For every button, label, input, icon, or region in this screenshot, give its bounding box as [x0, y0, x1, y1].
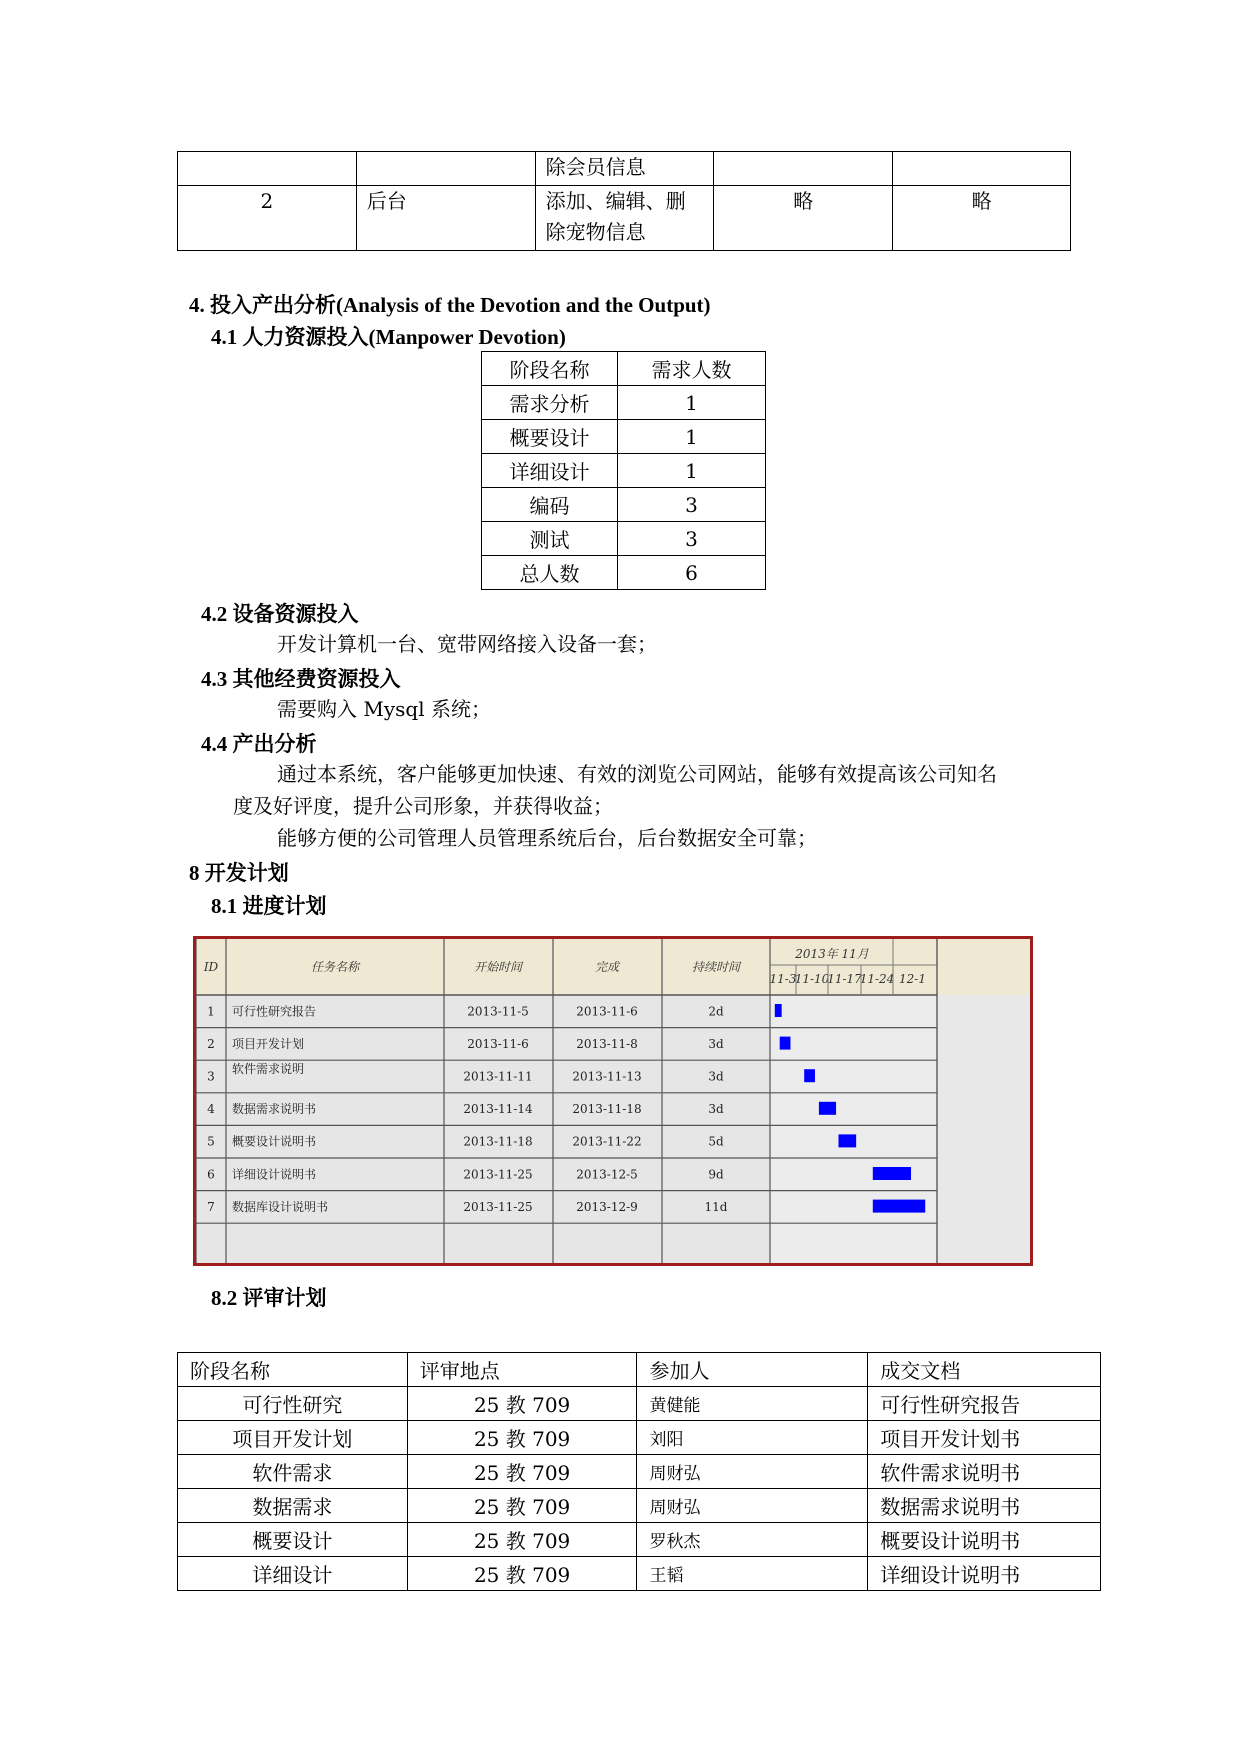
- gantt-task-name: 详细设计说明书: [232, 1167, 317, 1182]
- subsection-heading: 4.1 人力资源投入(Manpower Devotion): [211, 325, 566, 349]
- gantt-task-id: 7: [207, 1199, 215, 1214]
- table-cell: 概要设计: [178, 1523, 408, 1557]
- section-heading: 4. 投入产出分析(Analysis of the Devotion and the Output): [189, 293, 711, 317]
- table-row: [482, 556, 766, 590]
- gantt-bar: [873, 1167, 911, 1180]
- gantt-task-start: 2013-11-25: [463, 1167, 533, 1182]
- gantt-task-id: 6: [207, 1167, 215, 1182]
- table-row: [178, 1455, 1101, 1489]
- gantt-bar: [804, 1069, 815, 1082]
- subsection-heading: 8.1 进度计划: [211, 894, 327, 918]
- table-cell: 1: [618, 454, 766, 488]
- gantt-task-id: 4: [207, 1102, 215, 1117]
- gantt-header-name: 任务名称: [310, 960, 360, 974]
- column-header: 需求人数: [618, 352, 766, 386]
- table-cell: 25 教 709: [407, 1557, 637, 1591]
- gantt-task-name: 可行性研究报告: [232, 1004, 317, 1019]
- table-cell: 概要设计说明书: [868, 1523, 1101, 1557]
- table-cell: 总人数: [482, 556, 618, 590]
- table-cell: 概要设计: [482, 420, 618, 454]
- gantt-task-duration: 3d: [708, 1102, 724, 1117]
- table-cell: 3: [618, 522, 766, 556]
- gantt-task-duration: 9d: [708, 1167, 724, 1182]
- gantt-bar: [775, 1004, 782, 1017]
- gantt-canvas: [196, 939, 1030, 1263]
- table-row: [482, 522, 766, 556]
- manpower-table: [481, 351, 766, 590]
- table-cell: [535, 186, 714, 251]
- table-header-row: [482, 352, 766, 386]
- cell-line: 除宠物信息: [545, 220, 646, 244]
- table-cell: 周财弘: [637, 1489, 868, 1523]
- table-row: [178, 186, 1071, 251]
- table-cell: 略: [893, 186, 1071, 251]
- table-cell: 可行性研究报告: [868, 1387, 1101, 1421]
- gantt-task-end: 2013-12-9: [576, 1199, 638, 1214]
- table-cell: 6: [618, 556, 766, 590]
- table-row: [178, 1523, 1101, 1557]
- table-row: [482, 454, 766, 488]
- table-cell: 3: [618, 488, 766, 522]
- table-cell: 1: [618, 420, 766, 454]
- gantt-header-start: 开始时间: [473, 960, 523, 974]
- gantt-week-label: 11-17: [827, 972, 862, 986]
- subsection-heading: 4.2 设备资源投入: [201, 602, 359, 626]
- table-row: [178, 1387, 1101, 1421]
- gantt-header-end: 完成: [594, 960, 620, 974]
- table-row: [178, 1489, 1101, 1523]
- table-cell: 详细设计: [178, 1557, 408, 1591]
- table-cell: 测试: [482, 522, 618, 556]
- gantt-task-start: 2013-11-11: [463, 1069, 533, 1084]
- gantt-bar: [819, 1102, 836, 1115]
- gantt-task-id: 3: [207, 1069, 215, 1084]
- table-cell: 项目开发计划: [178, 1421, 408, 1455]
- gantt-task-name: 数据库设计说明书: [232, 1199, 329, 1214]
- table-cell: 详细设计: [482, 454, 618, 488]
- column-header: 成交文档: [868, 1353, 1101, 1387]
- table-cell: 需求分析: [482, 386, 618, 420]
- gantt-header-month: 2013年 11月: [795, 947, 869, 961]
- table-row: [482, 420, 766, 454]
- table-row: [482, 386, 766, 420]
- gantt-task-end: 2013-12-5: [576, 1167, 638, 1182]
- gantt-header-id: ID: [203, 960, 219, 974]
- gantt-week-label: 11-10: [794, 972, 830, 986]
- table-cell: 罗秋杰: [637, 1523, 868, 1557]
- column-header: 阶段名称: [178, 1353, 408, 1387]
- gantt-task-name: 概要设计说明书: [232, 1134, 317, 1149]
- gantt-bar: [839, 1134, 857, 1147]
- column-header: 阶段名称: [482, 352, 618, 386]
- table-header-row: [178, 1353, 1101, 1387]
- gantt-bar: [873, 1200, 925, 1213]
- gantt-task-name: 数据需求说明书: [232, 1102, 317, 1117]
- table-cell: 软件需求说明书: [868, 1455, 1101, 1489]
- table-cell: 除会员信息: [535, 152, 714, 186]
- paragraph: 需要购入 Mysql 系统；: [277, 697, 491, 721]
- table-row: [178, 1421, 1101, 1455]
- gantt-week-label: 11-3: [769, 972, 797, 986]
- gantt-task-end: 2013-11-18: [572, 1102, 642, 1117]
- column-header: 参加人: [637, 1353, 868, 1387]
- function-table: [177, 151, 1071, 251]
- table-cell: 可行性研究: [178, 1387, 408, 1421]
- gantt-task-start: 2013-11-25: [463, 1199, 533, 1214]
- table-cell: 25 教 709: [407, 1523, 637, 1557]
- gantt-task-id: 2: [207, 1036, 215, 1051]
- table-cell: 2: [178, 186, 357, 251]
- gantt-bar: [780, 1037, 791, 1050]
- table-cell: 编码: [482, 488, 618, 522]
- table-cell: 刘阳: [637, 1421, 868, 1455]
- gantt-task-end: 2013-11-13: [572, 1069, 642, 1084]
- section-heading: 8 开发计划: [189, 861, 289, 885]
- paragraph: 能够方便的公司管理人员管理系统后台，后台数据安全可靠；: [277, 826, 817, 850]
- gantt-task-duration: 11d: [704, 1199, 728, 1214]
- table-cell: 后台: [356, 186, 535, 251]
- table-cell: 软件需求: [178, 1455, 408, 1489]
- gantt-week-label: 11-24: [859, 972, 895, 986]
- table-cell: 王韬: [637, 1557, 868, 1591]
- gantt-task-start: 2013-11-18: [463, 1134, 533, 1149]
- table-cell: 25 教 709: [407, 1421, 637, 1455]
- gantt-task-end: 2013-11-22: [572, 1134, 642, 1149]
- cell-line: 添加、编辑、删: [545, 189, 686, 213]
- review-table: [177, 1352, 1101, 1591]
- table-cell: 数据需求: [178, 1489, 408, 1523]
- gantt-task-start: 2013-11-6: [467, 1036, 529, 1051]
- gantt-task-start: 2013-11-5: [467, 1004, 529, 1019]
- gantt-task-duration: 3d: [708, 1069, 724, 1084]
- gantt-task-name: 项目开发计划: [232, 1036, 305, 1051]
- table-cell: 周财弘: [637, 1455, 868, 1489]
- gantt-task-end: 2013-11-8: [576, 1036, 638, 1051]
- paragraph: 开发计算机一台、宽带网络接入设备一套；: [277, 632, 657, 656]
- gantt-task-duration: 5d: [708, 1134, 724, 1149]
- subsection-heading: 4.4 产出分析: [201, 732, 317, 756]
- table-row: [178, 1557, 1101, 1591]
- gantt-task-duration: 3d: [708, 1036, 724, 1051]
- gantt-task-name: 软件需求说明: [232, 1062, 305, 1077]
- table-cell: 数据需求说明书: [868, 1489, 1101, 1523]
- gantt-task-id: 5: [207, 1134, 215, 1149]
- table-row: [178, 152, 1071, 186]
- gantt-chart: [193, 936, 1033, 1266]
- table-row: [482, 488, 766, 522]
- table-cell: 黄健能: [637, 1387, 868, 1421]
- table-cell: 25 教 709: [407, 1455, 637, 1489]
- column-header: 评审地点: [407, 1353, 637, 1387]
- gantt-task-end: 2013-11-6: [576, 1004, 638, 1019]
- subsection-heading: 4.3 其他经费资源投入: [201, 667, 401, 691]
- paragraph: 通过本系统，客户能够更加快速、有效的浏览公司网站，能够有效提高该公司知名: [277, 762, 997, 786]
- table-cell: 25 教 709: [407, 1489, 637, 1523]
- gantt-task-duration: 2d: [708, 1004, 724, 1019]
- gantt-task-start: 2013-11-14: [463, 1102, 533, 1117]
- gantt-task-id: 1: [207, 1004, 215, 1019]
- table-cell: 1: [618, 386, 766, 420]
- table-cell: 项目开发计划书: [868, 1421, 1101, 1455]
- table-cell: 略: [714, 186, 893, 251]
- table-cell: 详细设计说明书: [868, 1557, 1101, 1591]
- paragraph: 度及好评度，提升公司形象，并获得收益；: [233, 794, 613, 818]
- gantt-header-duration: 持续时间: [691, 960, 741, 974]
- subsection-heading: 8.2 评审计划: [211, 1286, 327, 1310]
- gantt-week-label: 12-1: [899, 972, 926, 986]
- table-cell: 25 教 709: [407, 1387, 637, 1421]
